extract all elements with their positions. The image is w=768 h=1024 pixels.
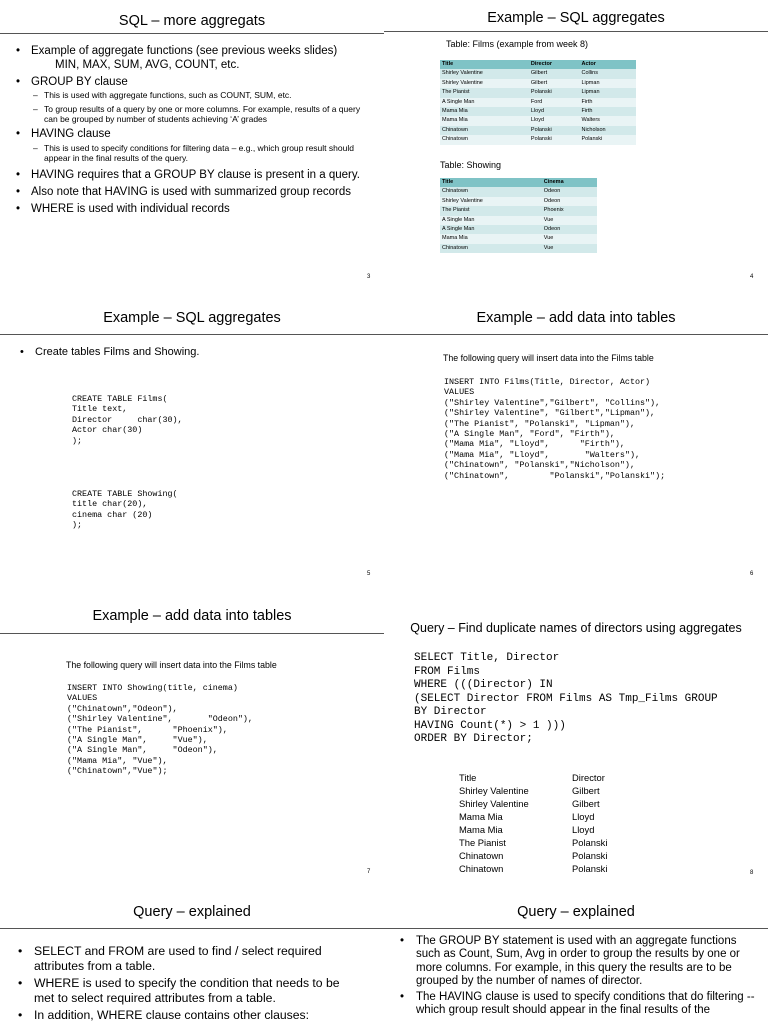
table-row — [440, 98, 636, 107]
result-cell: Lloyd — [572, 811, 595, 822]
showing-table — [440, 178, 597, 253]
table-cell: Polanski — [529, 88, 580, 97]
table-cell: Gilbert — [529, 79, 580, 88]
table-cell: Mama Mia — [440, 107, 529, 116]
bullet-list — [14, 44, 376, 216]
title-rule — [384, 334, 768, 335]
result-header-director: Director — [572, 772, 605, 783]
films-table — [440, 60, 636, 145]
slide-7 — [0, 600, 384, 890]
bullet-item: • Also note that HAVING is used with summarized group records — [14, 185, 376, 199]
table-row — [440, 244, 597, 253]
bullet-item: • The HAVING clause is used to specify conditions that do filtering -- which group result should appear in the final results of the — [396, 991, 758, 1018]
intro-text: The following query will insert data into the Films table — [443, 353, 654, 363]
table-cell: Phoenix — [542, 206, 597, 215]
table-cell: Firth — [579, 98, 636, 107]
slide-4 — [384, 0, 768, 290]
table-header-row — [440, 60, 636, 69]
table-cell: Lloyd — [529, 116, 580, 125]
slide-title: Query – explained — [517, 904, 635, 920]
table-cell: Chinatown — [440, 135, 529, 144]
bullet-subtext: MIN, MAX, SUM, AVG, COUNT, etc. — [55, 59, 240, 71]
bullet-item: • HAVING requires that a GROUP BY clause is present in a query. — [14, 168, 376, 182]
bullet-item: • The GROUP BY statement is used with an aggregate functions such as Count, Sum, Avg in order to group the results by one or more columns. For example, in this query the results are to be grouped by the number of names of director. — [396, 935, 758, 989]
result-cell: Gilbert — [572, 798, 600, 809]
table-row — [440, 107, 636, 116]
showing-table-body — [440, 178, 597, 253]
bullet-item: • WHERE is used with individual records — [14, 202, 376, 216]
bullet-list — [14, 944, 344, 1024]
result-cell: Lloyd — [572, 824, 595, 835]
table-row — [440, 216, 597, 225]
create-films-code: CREATE TABLE Films( Title text, Director char(30), Actor char(30) ); — [72, 394, 183, 446]
table-cell: Shirley Valentine — [440, 197, 542, 206]
page-number: 8 — [750, 870, 754, 876]
table-cell: The Pianist — [440, 88, 529, 97]
table-cell: The Pianist — [440, 206, 542, 215]
title-rule — [0, 33, 384, 34]
create-showing-code: CREATE TABLE Showing( title char(20), cinema char (20) ); — [72, 489, 178, 531]
table-cell: Nicholson — [579, 126, 636, 135]
table-cell: A Single Man — [440, 216, 542, 225]
table-cell: Ford — [529, 98, 580, 107]
sub-bullet-item: – This is used to specify conditions for filtering data – e.g., which group result should appear in the final results of the query. — [14, 143, 376, 164]
slide-title: Query – Find duplicate names of directors using aggregates — [410, 621, 742, 635]
result-cell: Gilbert — [572, 785, 600, 796]
table-cell: Chinatown — [440, 187, 542, 196]
table-row — [440, 116, 636, 125]
table-row — [440, 69, 636, 78]
slide-10 — [384, 900, 768, 1024]
films-table-caption: Table: Films (example from week 8) — [446, 39, 589, 49]
table-row — [440, 225, 597, 234]
bullet-list — [18, 345, 368, 359]
table-row — [440, 126, 636, 135]
table-row — [440, 234, 597, 243]
page-number: 6 — [750, 571, 754, 577]
table-row — [440, 88, 636, 97]
table-cell: Polanski — [579, 135, 636, 144]
table-cell: Lloyd — [529, 107, 580, 116]
bullet-item: • HAVING clause — [14, 127, 376, 141]
bullet-item: • Example of aggregate functions (see previous weeks slides) MIN, MAX, SUM, AVG, COUNT, etc. — [14, 44, 376, 72]
table-cell: Firth — [579, 107, 636, 116]
result-title-column — [459, 771, 529, 875]
table-cell: A Single Man — [440, 98, 529, 107]
table-cell: Odeon — [542, 197, 597, 206]
sub-bullet-item: – To group results of a query by one or more columns. For example, results of a query can be grouped by number of students achieving ‘A’ grades — [14, 104, 376, 125]
page-number: 3 — [367, 274, 371, 280]
table-cell: Lipman — [579, 79, 636, 88]
table-header-cell: Title — [440, 60, 529, 69]
table-cell: Collins — [579, 69, 636, 78]
page-number: 7 — [367, 869, 371, 875]
slide-title: SQL – more aggregats — [118, 13, 266, 29]
result-cell: Polanski — [572, 837, 608, 848]
result-cell: Polanski — [572, 863, 608, 874]
table-cell: Shirley Valentine — [440, 69, 529, 78]
result-cell: Mama Mia — [459, 824, 503, 835]
title-rule — [384, 928, 768, 929]
result-cell: Chinatown — [459, 850, 504, 861]
table-header-cell: Director — [529, 60, 580, 69]
slide-8 — [384, 600, 768, 890]
result-cell: Mama Mia — [459, 811, 503, 822]
table-cell: Odeon — [542, 225, 597, 234]
bullet-item: • GROUP BY clause — [14, 75, 376, 89]
table-header-row — [440, 178, 597, 187]
table-cell: Vue — [542, 234, 597, 243]
result-director-column — [572, 771, 607, 875]
slide-9 — [0, 900, 384, 1024]
table-cell: Walters — [579, 116, 636, 125]
table-header-cell: Actor — [579, 60, 636, 69]
title-rule — [0, 928, 384, 929]
table-row — [440, 79, 636, 88]
showing-table-caption: Table: Showing — [440, 160, 502, 170]
insert-showing-code: INSERT INTO Showing(title, cinema) VALUES ("Chinatown","Odeon"), ("Shirley Valentine", "Odeon"), ("The Pianist", "Phoenix"), ("A Single Man", "Vue"), ("A Single Man", "Odeon"), ("Mama Mia", "Vue"), ("Chinatown","Vue"); — [67, 683, 253, 777]
films-table-body — [440, 60, 636, 145]
slide-title: Example – SQL aggregates — [487, 10, 665, 26]
result-header-title: Title — [459, 772, 477, 783]
intro-text: The following query will insert data into the Films table — [66, 660, 277, 670]
table-cell: Chinatown — [440, 244, 542, 253]
slide-title: Example – add data into tables — [92, 608, 292, 624]
page-number: 4 — [750, 274, 754, 280]
sub-bullet-item: – This is used with aggregate functions, such as COUNT, SUM, etc. — [14, 90, 376, 101]
page-number: 5 — [367, 571, 371, 577]
slide-3 — [0, 0, 384, 290]
slide-5 — [0, 300, 384, 590]
title-rule — [0, 633, 384, 634]
table-cell: Vue — [542, 244, 597, 253]
table-row — [440, 197, 597, 206]
bullet-item: • WHERE is used to specify the condition that needs to be met to select required attributes from a table. — [14, 976, 344, 1006]
result-cell: Shirley Valentine — [459, 798, 529, 809]
slide-title: Example – SQL aggregates — [103, 310, 281, 326]
slide-title: Query – explained — [133, 904, 251, 920]
table-cell: Mama Mia — [440, 234, 542, 243]
table-cell: Vue — [542, 216, 597, 225]
table-cell: Chinatown — [440, 126, 529, 135]
table-cell: A Single Man — [440, 225, 542, 234]
table-cell: Odeon — [542, 187, 597, 196]
bullet-item: • SELECT and FROM are used to find / select required attributes from a table. — [14, 944, 344, 974]
bullet-item: • In addition, WHERE clause contains other clauses: — [14, 1008, 344, 1023]
result-cell: Polanski — [572, 850, 608, 861]
slide-title: Example – add data into tables — [476, 310, 676, 326]
table-cell: Mama Mia — [440, 116, 529, 125]
title-rule — [0, 334, 384, 335]
bullet-item: • Create tables Films and Showing. — [18, 345, 368, 359]
result-cell: Shirley Valentine — [459, 785, 529, 796]
slide-6 — [384, 300, 768, 590]
result-cell: The Pianist — [459, 837, 506, 848]
table-cell: Polanski — [529, 135, 580, 144]
table-row — [440, 135, 636, 144]
table-header-cell: Cinema — [542, 178, 597, 187]
duplicate-directors-query: SELECT Title, Director FROM Films WHERE (((Director) IN (SELECT Director FROM Films AS Tmp_Films GROUP BY Director HAVING Count(*) > 1 ))) ORDER BY Director; — [414, 652, 718, 745]
table-cell: Polanski — [529, 126, 580, 135]
table-header-cell: Title — [440, 178, 542, 187]
insert-films-code: INSERT INTO Films(Title, Director, Actor) VALUES ("Shirley Valentine","Gilbert", "Collins"), ("Shirley Valentine", "Gilbert","Lipman"), ("The Pianist", "Polanski", "Lipman"), ("A Single Man", "Ford", "Firth"), ("Mama Mia", "Lloyd", "Firth"), ("Mama Mia", "Lloyd", "Walters"), ("Chinatown", "Polanski","Nicholson"), ("Chinatown", "Polanski","Polanski"); — [444, 377, 666, 481]
table-row — [440, 187, 597, 196]
table-row — [440, 206, 597, 215]
table-cell: Lipman — [579, 88, 636, 97]
table-cell: Gilbert — [529, 69, 580, 78]
title-rule — [384, 31, 768, 32]
result-cell: Chinatown — [459, 863, 504, 874]
table-cell: Shirley Valentine — [440, 79, 529, 88]
bullet-list — [396, 935, 758, 1019]
